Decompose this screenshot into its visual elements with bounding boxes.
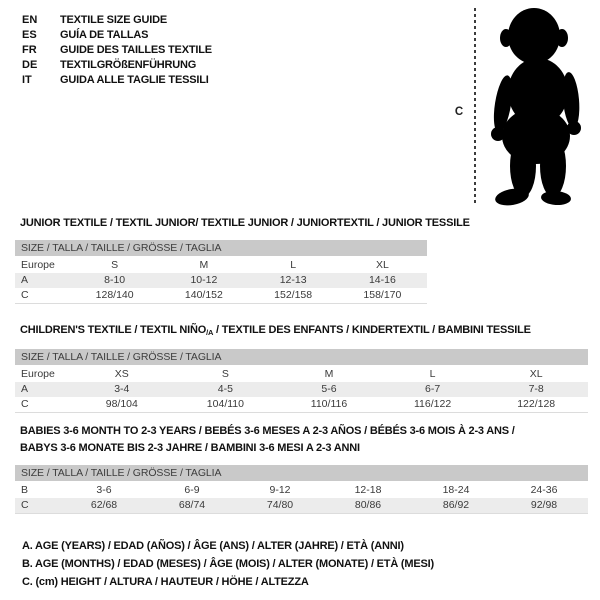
table-cell: 5-6 [321, 383, 337, 395]
table-cell: 9-12 [269, 484, 291, 496]
table-title-segment: BABIES 3-6 MONTH TO 2-3 YEARS / BEBÉS 3-6 MESES A 2-3 AÑOS / BÉBÉS 3-6 MOIS À 2-3 ANS / [20, 425, 515, 437]
table-cell: 8-10 [104, 274, 126, 286]
language-guide-title: TEXTILE SIZE GUIDE [60, 14, 168, 26]
table-cell: 98/104 [105, 398, 138, 410]
table-cell: 80/86 [354, 499, 382, 511]
table-title-line [20, 215, 470, 232]
table-cell: L [429, 368, 436, 380]
language-row [22, 73, 212, 88]
row-label: A [21, 274, 29, 286]
table-cell: 3-6 [96, 484, 112, 496]
table-body [15, 483, 588, 514]
table-cell: L [290, 259, 297, 271]
table-row [15, 288, 427, 303]
row-label: B [21, 484, 29, 496]
language-code: FR [22, 44, 37, 56]
language-row [22, 28, 212, 43]
table-cell: XS [114, 368, 129, 380]
footnote-line: C. (cm) HEIGHT / ALTURA / HAUTEUR / HÖHE / ALTEZZA [22, 576, 309, 588]
table-row [15, 367, 588, 382]
table-title-line [20, 440, 588, 457]
table-cell: 7-8 [528, 383, 544, 395]
table-cell: M [324, 368, 334, 380]
toddler-silhouette-icon [486, 4, 594, 210]
language-code: IT [22, 74, 32, 86]
size-header-bar: SIZE / TALLA / TAILLE / GRÖSSE / TAGLIA [15, 349, 588, 365]
table-cell: 18-24 [442, 484, 470, 496]
row-label: A [21, 383, 29, 395]
table-cell: 24-36 [530, 484, 558, 496]
table-row [15, 483, 588, 498]
size-table-block [15, 322, 588, 413]
table-row [15, 382, 588, 397]
table-cell: 62/68 [90, 499, 118, 511]
size-header-bar: SIZE / TALLA / TAILLE / GRÖSSE / TAGLIA [15, 240, 427, 256]
table-row [15, 397, 588, 412]
language-guide-title: TEXTILGRÖßENFÜHRUNG [60, 59, 197, 71]
table-cell: S [221, 368, 229, 380]
table-cell: 86/92 [442, 499, 470, 511]
table-cell: 92/98 [530, 499, 558, 511]
table-row [15, 273, 427, 288]
language-row [22, 13, 212, 28]
size-table-block [15, 423, 588, 514]
table-title-segment: BABYS 3-6 MONATE BIS 2-3 JAHRE / BAMBINI 3-6 MESI A 2-3 ANNI [20, 442, 360, 454]
table-cell: S [111, 259, 119, 271]
footnotes [22, 537, 434, 591]
table-cell: 140/152 [184, 289, 223, 301]
language-title-list [22, 13, 212, 88]
row-label: Europe [21, 368, 55, 380]
table-cell: M [199, 259, 209, 271]
table-cell: 6-9 [184, 484, 200, 496]
table-cell: XL [375, 259, 389, 271]
table-title [20, 322, 588, 341]
language-guide-title: GUÍA DE TALLAS [60, 29, 149, 41]
table-title-segment: JUNIOR TEXTILE / TEXTIL JUNIOR/ TEXTILE JUNIOR / JUNIORTEXTIL / JUNIOR TESSILE [20, 217, 470, 229]
table-cell: 10-12 [190, 274, 218, 286]
table-title-subscript: /A [206, 328, 214, 337]
table-title-segment: CHILDREN'S TEXTILE / TEXTIL NIÑO [20, 324, 207, 336]
table-row [15, 498, 588, 513]
table-row [15, 258, 427, 273]
language-row [22, 43, 212, 58]
language-code: ES [22, 29, 37, 41]
language-code: EN [22, 14, 38, 26]
table-cell: 4-5 [217, 383, 233, 395]
table-cell: 12-18 [354, 484, 382, 496]
table-cell: 14-16 [368, 274, 396, 286]
language-guide-title: GUIDA ALLE TAGLIE TESSILI [60, 74, 209, 86]
footnote-line: B. AGE (MONTHS) / EDAD (MESES) / ÂGE (MOIS) / ALTER (MONATE) / ETÀ (MESI) [22, 558, 434, 570]
table-cell: 68/74 [178, 499, 206, 511]
row-label: C [21, 289, 29, 301]
table-cell: 104/110 [206, 398, 244, 410]
table-cell: 12-13 [279, 274, 307, 286]
table-cell: 110/116 [310, 398, 348, 410]
table-title-segment: / TEXTILE DES ENFANTS / KINDERTEXTIL / BAMBINI TESSILE [213, 324, 531, 336]
table-cell: 3-4 [114, 383, 130, 395]
table-cell: 152/158 [274, 289, 313, 301]
table-cell: 122/128 [517, 398, 556, 410]
language-code: DE [22, 59, 38, 71]
table-cell: 158/170 [363, 289, 402, 301]
table-title [20, 215, 470, 232]
size-header-bar: SIZE / TALLA / TAILLE / GRÖSSE / TAGLIA [15, 465, 588, 481]
table-title-line [20, 322, 588, 341]
table-body [15, 258, 427, 304]
table-cell: 6-7 [424, 383, 441, 395]
height-measure-dashed-line [474, 8, 476, 205]
footnote-line: A. AGE (YEARS) / EDAD (AÑOS) / ÂGE (ANS) / ALTER (JAHRE) / ETÀ (ANNI) [22, 540, 404, 552]
language-guide-title: GUIDE DES TAILLES TEXTILE [60, 44, 212, 56]
table-title [20, 423, 588, 457]
table-cell: 74/80 [266, 499, 294, 511]
table-body [15, 367, 588, 413]
row-label: Europe [21, 259, 55, 271]
table-cell: 116/122 [413, 398, 452, 410]
table-title-line [20, 423, 588, 440]
row-label: C [21, 398, 29, 410]
height-measure-label: C [454, 106, 464, 118]
language-row [22, 58, 212, 73]
size-table-block [15, 215, 470, 304]
table-cell: 128/140 [95, 289, 134, 301]
table-cell: XL [529, 368, 543, 380]
row-label: C [21, 499, 29, 511]
